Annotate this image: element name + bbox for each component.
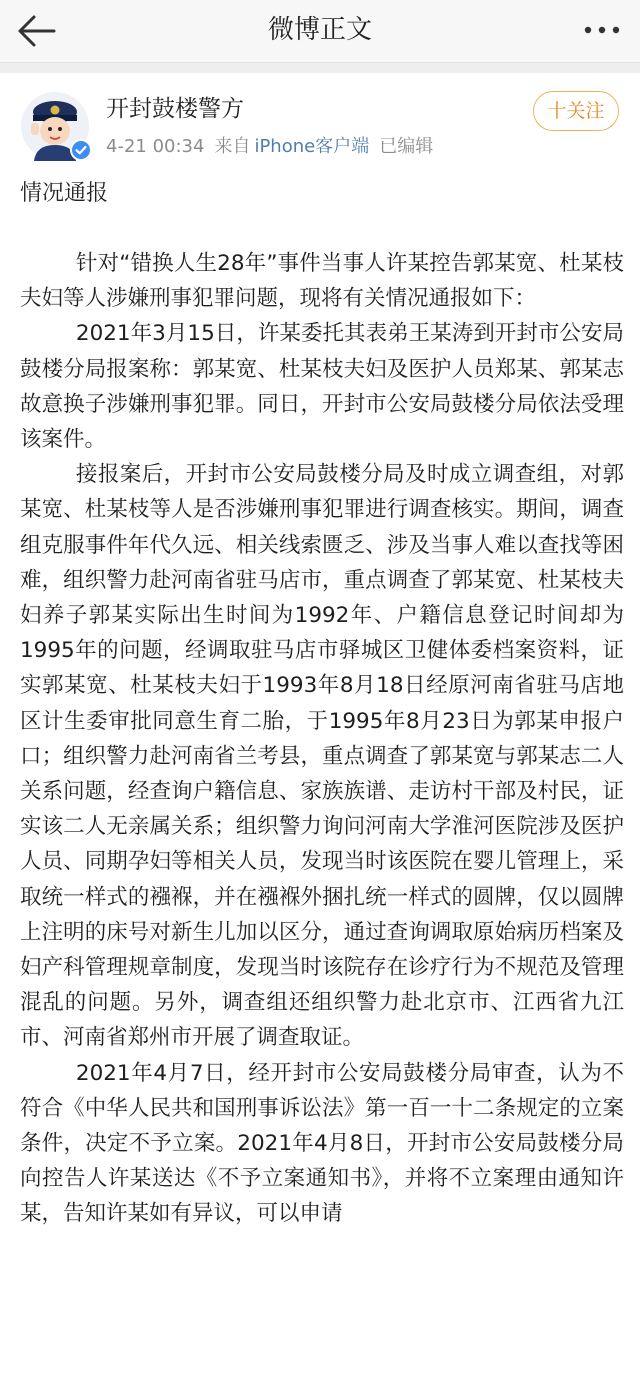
verified-badge-icon: [70, 139, 92, 161]
post-title: 情况通报: [20, 181, 109, 206]
more-button[interactable]: [580, 18, 624, 42]
post-source-prefix: 来自: [214, 136, 251, 157]
top-nav-bar: [0, 0, 640, 63]
author-name[interactable]: 开封鼓楼警方: [106, 96, 244, 122]
author-header: [0, 73, 640, 168]
post-paragraph: 2021年4月7日，经开封市公安局鼓楼分局审查，认为不符合《中华人民共和国刑事诉讼法》第一百一十二条规定的立案条件，决定不予立案。2021年4月8日，开封市公安局鼓楼分局向控告人许某送达《不予立案通知书》，并将不立案理由通知许某，告知许某如有异议，可以申请: [20, 1060, 624, 1227]
post-client[interactable]: iPhone客户端: [254, 136, 370, 157]
section-divider: [0, 63, 640, 73]
post-time: 4-21 00:34: [106, 136, 205, 157]
author-avatar[interactable]: [20, 91, 90, 161]
page-title: 微博正文: [267, 15, 372, 45]
edited-label: 已编辑: [379, 136, 434, 157]
post-paragraph: 2021年3月15日，许某委托其表弟王某涛到开封市公安局鼓楼分局报案称：郭某宽、杜某枝夫妇及医护人员郑某、郭某志故意换子涉嫌刑事犯罪。同日，开封市公安局鼓楼分局依法受理该案件。: [20, 321, 624, 453]
post-body: [20, 246, 624, 1232]
back-button[interactable]: [14, 8, 60, 54]
more-dots-icon: [580, 18, 624, 42]
follow-button[interactable]: 十关注: [533, 91, 619, 131]
post-meta: [106, 135, 443, 159]
post-paragraph: 针对“错换人生28年”事件当事人许某控告郭某宽、杜某枝夫妇等人涉嫌刑事犯罪问题，现将有关情况通报如下：: [20, 251, 624, 312]
back-arrow-icon: [14, 8, 60, 54]
post-paragraph: 接报案后，开封市公安局鼓楼分局及时成立调查组，对郭某宽、杜某枝等人是否涉嫌刑事犯罪进行调查核实。期间，调查组克服事件年代久远、相关线索匮乏、涉及当事人难以查找等困难，组织警力赴河南省驻马店市，重点调查了郭某宽、杜某枝夫妇养子郭某实际出生时间为1992年、户籍信息登记时间却为1995年的问题，经调取驻马店市驿城区卫健体委档案资料，证实郭某宽、杜某枝夫妇于1993年8月18日经原河南省驻马店地区计生委审批同意生育二胎，于1995年8月23日为郭某申报户口；组织警力赴河南省兰考县，重点调查了郭某宽与郭某志二人关系问题，经查询户籍信息、家族族谱、走访村干部及村民，证实该二人无亲属关系；组织警力询问河南大学淮河医院涉及医护人员、同期孕妇等相关人员，发现当时该医院在婴儿管理上，采取统一样式的襁褓，并在襁褓外捆扎统一样式的圆牌，仅以圆牌上注明的床号对新生儿加以区分，通过查询调取原始病历档案及妇产科管理规章制度，发现当时该院存在诊疗行为不规范及管理混乱的问题。另外，调查组还组织警力赴北京市、江西省九江市、河南省郑州市开展了调查取证。: [20, 462, 624, 1051]
